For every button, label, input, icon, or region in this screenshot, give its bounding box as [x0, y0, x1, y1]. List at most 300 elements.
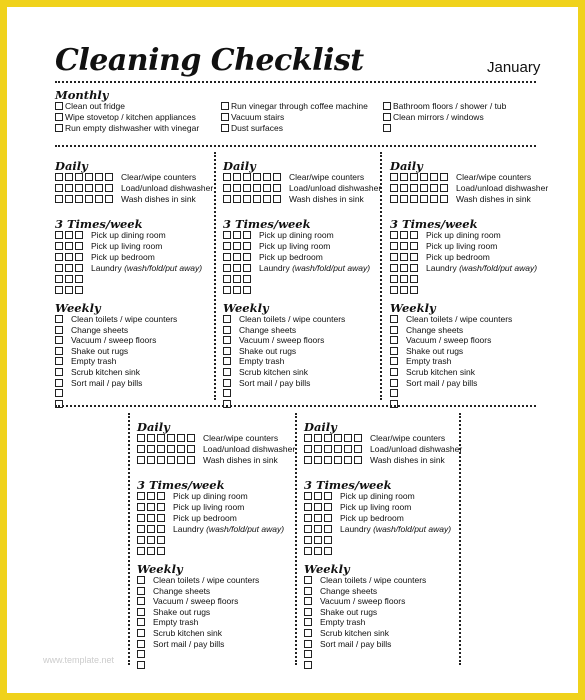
checklist-item[interactable]	[55, 388, 71, 398]
checkbox[interactable]	[304, 547, 312, 555]
checkbox[interactable]	[390, 315, 398, 323]
checkbox[interactable]	[324, 445, 332, 453]
checklist-item[interactable]	[137, 455, 278, 465]
checkbox-group[interactable]	[304, 617, 314, 627]
checkbox[interactable]	[221, 124, 229, 132]
checkbox[interactable]	[65, 264, 73, 272]
checkbox-group[interactable]	[304, 660, 314, 670]
checkbox-group[interactable]	[223, 285, 253, 295]
checkbox[interactable]	[147, 445, 155, 453]
checklist-item[interactable]	[223, 314, 345, 324]
checkbox-group[interactable]	[390, 285, 420, 295]
checkbox-group[interactable]	[55, 399, 65, 409]
checkbox[interactable]	[324, 514, 332, 522]
checklist-item[interactable]	[390, 241, 497, 251]
checkbox[interactable]	[243, 264, 251, 272]
checklist-item[interactable]	[55, 263, 202, 273]
checkbox-group[interactable]	[304, 596, 314, 606]
checklist-item[interactable]	[304, 491, 415, 501]
checklist-item[interactable]	[304, 444, 462, 454]
checkbox[interactable]	[243, 173, 251, 181]
checkbox[interactable]	[137, 456, 145, 464]
checkbox[interactable]	[157, 492, 165, 500]
checklist-item[interactable]	[55, 230, 166, 240]
checklist-item[interactable]	[137, 546, 173, 556]
checkbox-group[interactable]	[304, 546, 334, 556]
checkbox[interactable]	[243, 242, 251, 250]
checkbox[interactable]	[55, 184, 63, 192]
checkbox-group[interactable]	[55, 230, 85, 240]
checkbox-group[interactable]	[55, 314, 65, 324]
checkbox[interactable]	[304, 456, 312, 464]
checkbox-group[interactable]	[304, 444, 364, 454]
checkbox[interactable]	[55, 275, 63, 283]
checkbox[interactable]	[55, 286, 63, 294]
checkbox-group[interactable]	[390, 172, 450, 182]
checkbox[interactable]	[390, 389, 398, 397]
checkbox[interactable]	[243, 253, 251, 261]
checkbox[interactable]	[223, 253, 231, 261]
checklist-item[interactable]	[223, 378, 310, 388]
checklist-item[interactable]	[223, 399, 239, 409]
checkbox[interactable]	[223, 357, 231, 365]
checkbox[interactable]	[410, 242, 418, 250]
checkbox[interactable]	[65, 195, 73, 203]
checklist-item[interactable]	[304, 596, 405, 606]
checkbox[interactable]	[95, 173, 103, 181]
checkbox-group[interactable]	[223, 378, 233, 388]
checklist-item[interactable]	[304, 660, 320, 670]
checkbox[interactable]	[390, 253, 398, 261]
checkbox[interactable]	[65, 275, 73, 283]
checkbox-group[interactable]	[223, 367, 233, 377]
checkbox[interactable]	[137, 629, 145, 637]
checkbox[interactable]	[55, 326, 63, 334]
checklist-item[interactable]	[223, 183, 381, 193]
checkbox[interactable]	[85, 184, 93, 192]
checkbox[interactable]	[390, 400, 398, 408]
checkbox[interactable]	[243, 184, 251, 192]
checkbox[interactable]	[314, 492, 322, 500]
checkbox[interactable]	[137, 547, 145, 555]
checkbox-group[interactable]	[137, 546, 167, 556]
checkbox[interactable]	[263, 173, 271, 181]
checkbox-group[interactable]	[55, 263, 85, 273]
checklist-item[interactable]	[304, 455, 445, 465]
checkbox[interactable]	[223, 315, 231, 323]
checkbox[interactable]	[233, 231, 241, 239]
checkbox[interactable]	[147, 492, 155, 500]
checklist-item[interactable]	[383, 123, 393, 133]
checkbox[interactable]	[410, 275, 418, 283]
checkbox-group[interactable]	[390, 378, 400, 388]
checklist-item[interactable]	[137, 607, 210, 617]
checkbox-group[interactable]	[390, 346, 400, 356]
checkbox[interactable]	[167, 456, 175, 464]
checkbox[interactable]	[105, 173, 113, 181]
checkbox[interactable]	[55, 368, 63, 376]
checklist-item[interactable]	[390, 230, 501, 240]
checkbox-group[interactable]	[137, 433, 197, 443]
checkbox[interactable]	[137, 525, 145, 533]
checkbox-group[interactable]	[137, 586, 147, 596]
checkbox-group[interactable]	[304, 513, 334, 523]
checkbox[interactable]	[390, 357, 398, 365]
checkbox[interactable]	[304, 576, 312, 584]
checklist-item[interactable]	[390, 356, 451, 366]
checkbox-group[interactable]	[390, 367, 400, 377]
checklist-item[interactable]	[304, 586, 377, 596]
checkbox-group[interactable]	[55, 194, 115, 204]
checkbox[interactable]	[55, 336, 63, 344]
checkbox[interactable]	[55, 315, 63, 323]
checkbox[interactable]	[263, 184, 271, 192]
checkbox[interactable]	[157, 445, 165, 453]
checkbox[interactable]	[65, 173, 73, 181]
checklist-item[interactable]	[55, 112, 196, 122]
checkbox[interactable]	[221, 102, 229, 110]
checkbox-group[interactable]	[223, 399, 233, 409]
checkbox[interactable]	[324, 547, 332, 555]
checkbox[interactable]	[137, 661, 145, 669]
checkbox-group[interactable]	[304, 433, 364, 443]
checkbox[interactable]	[344, 456, 352, 464]
checkbox[interactable]	[314, 536, 322, 544]
checkbox-group[interactable]	[390, 194, 450, 204]
checkbox-group[interactable]	[137, 607, 147, 617]
checkbox[interactable]	[223, 326, 231, 334]
checkbox[interactable]	[137, 503, 145, 511]
checkbox-group[interactable]	[55, 367, 65, 377]
checkbox[interactable]	[304, 514, 312, 522]
checklist-item[interactable]	[390, 399, 406, 409]
checkbox[interactable]	[324, 536, 332, 544]
checkbox[interactable]	[390, 326, 398, 334]
checkbox[interactable]	[75, 264, 83, 272]
checkbox[interactable]	[223, 389, 231, 397]
checkbox[interactable]	[177, 434, 185, 442]
checklist-item[interactable]	[137, 617, 198, 627]
checkbox[interactable]	[400, 253, 408, 261]
checklist-item[interactable]	[383, 101, 506, 111]
checkbox[interactable]	[95, 195, 103, 203]
checkbox[interactable]	[273, 173, 281, 181]
checkbox[interactable]	[400, 184, 408, 192]
checklist-item[interactable]	[223, 356, 284, 366]
checklist-item[interactable]	[223, 194, 364, 204]
checkbox[interactable]	[223, 184, 231, 192]
checkbox-group[interactable]	[390, 399, 400, 409]
checkbox-group[interactable]	[390, 230, 420, 240]
checkbox-group[interactable]	[55, 325, 65, 335]
checkbox[interactable]	[383, 124, 391, 132]
checkbox-group[interactable]	[137, 491, 167, 501]
checklist-item[interactable]	[137, 444, 295, 454]
checklist-item[interactable]	[390, 378, 477, 388]
checkbox[interactable]	[167, 434, 175, 442]
checkbox[interactable]	[410, 253, 418, 261]
checkbox[interactable]	[55, 102, 63, 110]
checklist-item[interactable]	[304, 628, 389, 638]
checkbox[interactable]	[223, 242, 231, 250]
checkbox-group[interactable]	[304, 455, 364, 465]
checkbox-group[interactable]	[304, 639, 314, 649]
checklist-item[interactable]	[223, 252, 323, 262]
checkbox[interactable]	[137, 445, 145, 453]
checkbox[interactable]	[430, 184, 438, 192]
checkbox-group[interactable]	[55, 388, 65, 398]
checklist-item[interactable]	[304, 649, 320, 659]
checkbox-group[interactable]	[304, 649, 314, 659]
checkbox[interactable]	[55, 124, 63, 132]
checkbox[interactable]	[223, 195, 231, 203]
checklist-item[interactable]	[390, 285, 426, 295]
checkbox[interactable]	[75, 184, 83, 192]
checklist-item[interactable]	[390, 388, 406, 398]
checkbox[interactable]	[223, 286, 231, 294]
checkbox-group[interactable]	[223, 263, 253, 273]
checkbox[interactable]	[304, 503, 312, 511]
checklist-item[interactable]	[137, 513, 237, 523]
checkbox[interactable]	[137, 587, 145, 595]
checkbox[interactable]	[187, 445, 195, 453]
checkbox-group[interactable]	[55, 378, 65, 388]
checkbox-group[interactable]	[390, 252, 420, 262]
checkbox[interactable]	[223, 336, 231, 344]
checkbox[interactable]	[233, 253, 241, 261]
checkbox[interactable]	[420, 173, 428, 181]
checkbox-group[interactable]	[137, 660, 147, 670]
checklist-item[interactable]	[55, 335, 156, 345]
checkbox[interactable]	[253, 173, 261, 181]
checkbox[interactable]	[390, 264, 398, 272]
checklist-item[interactable]	[390, 335, 491, 345]
checkbox-group[interactable]	[304, 491, 334, 501]
checkbox[interactable]	[157, 525, 165, 533]
checkbox[interactable]	[55, 242, 63, 250]
checklist-item[interactable]	[55, 183, 213, 193]
checkbox[interactable]	[400, 242, 408, 250]
checkbox[interactable]	[390, 231, 398, 239]
checkbox[interactable]	[147, 434, 155, 442]
checkbox[interactable]	[410, 184, 418, 192]
checkbox[interactable]	[223, 379, 231, 387]
checklist-item[interactable]	[223, 388, 239, 398]
checkbox[interactable]	[400, 264, 408, 272]
checkbox[interactable]	[390, 242, 398, 250]
checklist-item[interactable]	[137, 575, 259, 585]
checkbox[interactable]	[55, 231, 63, 239]
checkbox[interactable]	[400, 173, 408, 181]
checkbox-group[interactable]	[55, 285, 85, 295]
checkbox[interactable]	[55, 113, 63, 121]
checkbox[interactable]	[233, 275, 241, 283]
checkbox[interactable]	[233, 173, 241, 181]
checkbox[interactable]	[263, 195, 271, 203]
checkbox-group[interactable]	[55, 183, 115, 193]
checklist-item[interactable]	[390, 183, 548, 193]
checklist-item[interactable]	[223, 263, 370, 273]
checkbox[interactable]	[390, 195, 398, 203]
checkbox-group[interactable]	[223, 274, 253, 284]
checkbox-group[interactable]	[390, 314, 400, 324]
checkbox[interactable]	[314, 503, 322, 511]
checkbox[interactable]	[157, 547, 165, 555]
checklist-item[interactable]	[55, 325, 128, 335]
checklist-item[interactable]	[223, 241, 330, 251]
checkbox[interactable]	[187, 456, 195, 464]
checkbox[interactable]	[223, 368, 231, 376]
checkbox-group[interactable]	[55, 335, 65, 345]
checkbox[interactable]	[65, 184, 73, 192]
checkbox-group[interactable]	[137, 524, 167, 534]
checkbox[interactable]	[440, 184, 448, 192]
checkbox[interactable]	[65, 253, 73, 261]
checkbox[interactable]	[304, 445, 312, 453]
checkbox-group[interactable]	[304, 502, 334, 512]
checkbox[interactable]	[390, 379, 398, 387]
checkbox[interactable]	[147, 525, 155, 533]
checklist-item[interactable]	[383, 112, 484, 122]
checklist-item[interactable]	[223, 346, 296, 356]
checkbox-group[interactable]	[137, 535, 167, 545]
checkbox[interactable]	[354, 456, 362, 464]
checkbox[interactable]	[157, 503, 165, 511]
checklist-item[interactable]	[390, 314, 512, 324]
checkbox[interactable]	[253, 195, 261, 203]
checklist-item[interactable]	[137, 524, 284, 534]
checklist-item[interactable]	[137, 649, 153, 659]
checklist-item[interactable]	[223, 285, 259, 295]
checkbox-group[interactable]	[304, 586, 314, 596]
checkbox[interactable]	[304, 587, 312, 595]
checklist-item[interactable]	[304, 502, 411, 512]
checkbox[interactable]	[243, 231, 251, 239]
checkbox[interactable]	[304, 640, 312, 648]
checkbox[interactable]	[75, 286, 83, 294]
checkbox[interactable]	[65, 286, 73, 294]
checkbox[interactable]	[314, 445, 322, 453]
checkbox[interactable]	[157, 514, 165, 522]
checkbox[interactable]	[314, 456, 322, 464]
checkbox[interactable]	[137, 514, 145, 522]
checkbox-group[interactable]	[223, 241, 253, 251]
checklist-item[interactable]	[137, 660, 153, 670]
checkbox-group[interactable]	[137, 575, 147, 585]
checkbox[interactable]	[221, 113, 229, 121]
checkbox[interactable]	[147, 514, 155, 522]
checkbox-group[interactable]	[55, 172, 115, 182]
checkbox[interactable]	[304, 536, 312, 544]
checkbox[interactable]	[137, 650, 145, 658]
checklist-item[interactable]	[223, 367, 308, 377]
checkbox[interactable]	[55, 253, 63, 261]
checkbox[interactable]	[223, 231, 231, 239]
checklist-item[interactable]	[55, 378, 142, 388]
checkbox-group[interactable]	[304, 535, 334, 545]
checkbox[interactable]	[324, 525, 332, 533]
checklist-item[interactable]	[390, 263, 537, 273]
checklist-item[interactable]	[223, 172, 364, 182]
checkbox-group[interactable]	[137, 617, 147, 627]
checkbox[interactable]	[420, 195, 428, 203]
checkbox[interactable]	[314, 547, 322, 555]
checkbox[interactable]	[390, 336, 398, 344]
checkbox[interactable]	[157, 434, 165, 442]
checkbox[interactable]	[65, 242, 73, 250]
checkbox-group[interactable]	[304, 575, 314, 585]
checkbox-group[interactable]	[223, 230, 253, 240]
checklist-item[interactable]	[137, 596, 238, 606]
checkbox[interactable]	[55, 357, 63, 365]
checkbox-group[interactable]	[137, 596, 147, 606]
checkbox-group[interactable]	[55, 356, 65, 366]
checkbox[interactable]	[55, 195, 63, 203]
checklist-item[interactable]	[55, 346, 128, 356]
checkbox[interactable]	[55, 264, 63, 272]
checklist-item[interactable]	[137, 535, 173, 545]
checkbox[interactable]	[304, 492, 312, 500]
checkbox[interactable]	[233, 264, 241, 272]
checkbox[interactable]	[304, 650, 312, 658]
checkbox[interactable]	[400, 231, 408, 239]
checkbox[interactable]	[390, 275, 398, 283]
checkbox[interactable]	[304, 597, 312, 605]
checklist-item[interactable]	[55, 399, 71, 409]
checkbox[interactable]	[75, 195, 83, 203]
checklist-item[interactable]	[221, 123, 283, 133]
checkbox-group[interactable]	[223, 252, 253, 262]
checkbox[interactable]	[95, 184, 103, 192]
checkbox-group[interactable]	[304, 628, 314, 638]
checklist-item[interactable]	[55, 285, 91, 295]
checkbox[interactable]	[324, 434, 332, 442]
checkbox-group[interactable]	[390, 263, 420, 273]
checklist-item[interactable]	[390, 252, 490, 262]
checkbox-group[interactable]	[223, 172, 283, 182]
checkbox-group[interactable]	[137, 649, 147, 659]
checkbox[interactable]	[157, 536, 165, 544]
checkbox[interactable]	[233, 195, 241, 203]
checkbox[interactable]	[304, 608, 312, 616]
checkbox[interactable]	[390, 184, 398, 192]
checkbox-group[interactable]	[223, 194, 283, 204]
checkbox[interactable]	[55, 379, 63, 387]
checklist-item[interactable]	[390, 172, 531, 182]
checkbox[interactable]	[324, 503, 332, 511]
checkbox-group[interactable]	[390, 356, 400, 366]
checkbox[interactable]	[147, 547, 155, 555]
checkbox-group[interactable]	[390, 335, 400, 345]
checkbox[interactable]	[75, 173, 83, 181]
checklist-item[interactable]	[304, 639, 391, 649]
checkbox[interactable]	[85, 173, 93, 181]
checkbox[interactable]	[75, 242, 83, 250]
checkbox[interactable]	[304, 629, 312, 637]
checkbox[interactable]	[324, 492, 332, 500]
checkbox[interactable]	[410, 195, 418, 203]
checkbox[interactable]	[273, 184, 281, 192]
checklist-item[interactable]	[55, 172, 196, 182]
checkbox[interactable]	[55, 347, 63, 355]
checkbox-group[interactable]	[55, 274, 85, 284]
checkbox[interactable]	[85, 195, 93, 203]
checklist-item[interactable]	[304, 524, 451, 534]
checkbox[interactable]	[273, 195, 281, 203]
checkbox-group[interactable]	[55, 346, 65, 356]
checklist-item[interactable]	[55, 314, 177, 324]
checkbox[interactable]	[223, 264, 231, 272]
